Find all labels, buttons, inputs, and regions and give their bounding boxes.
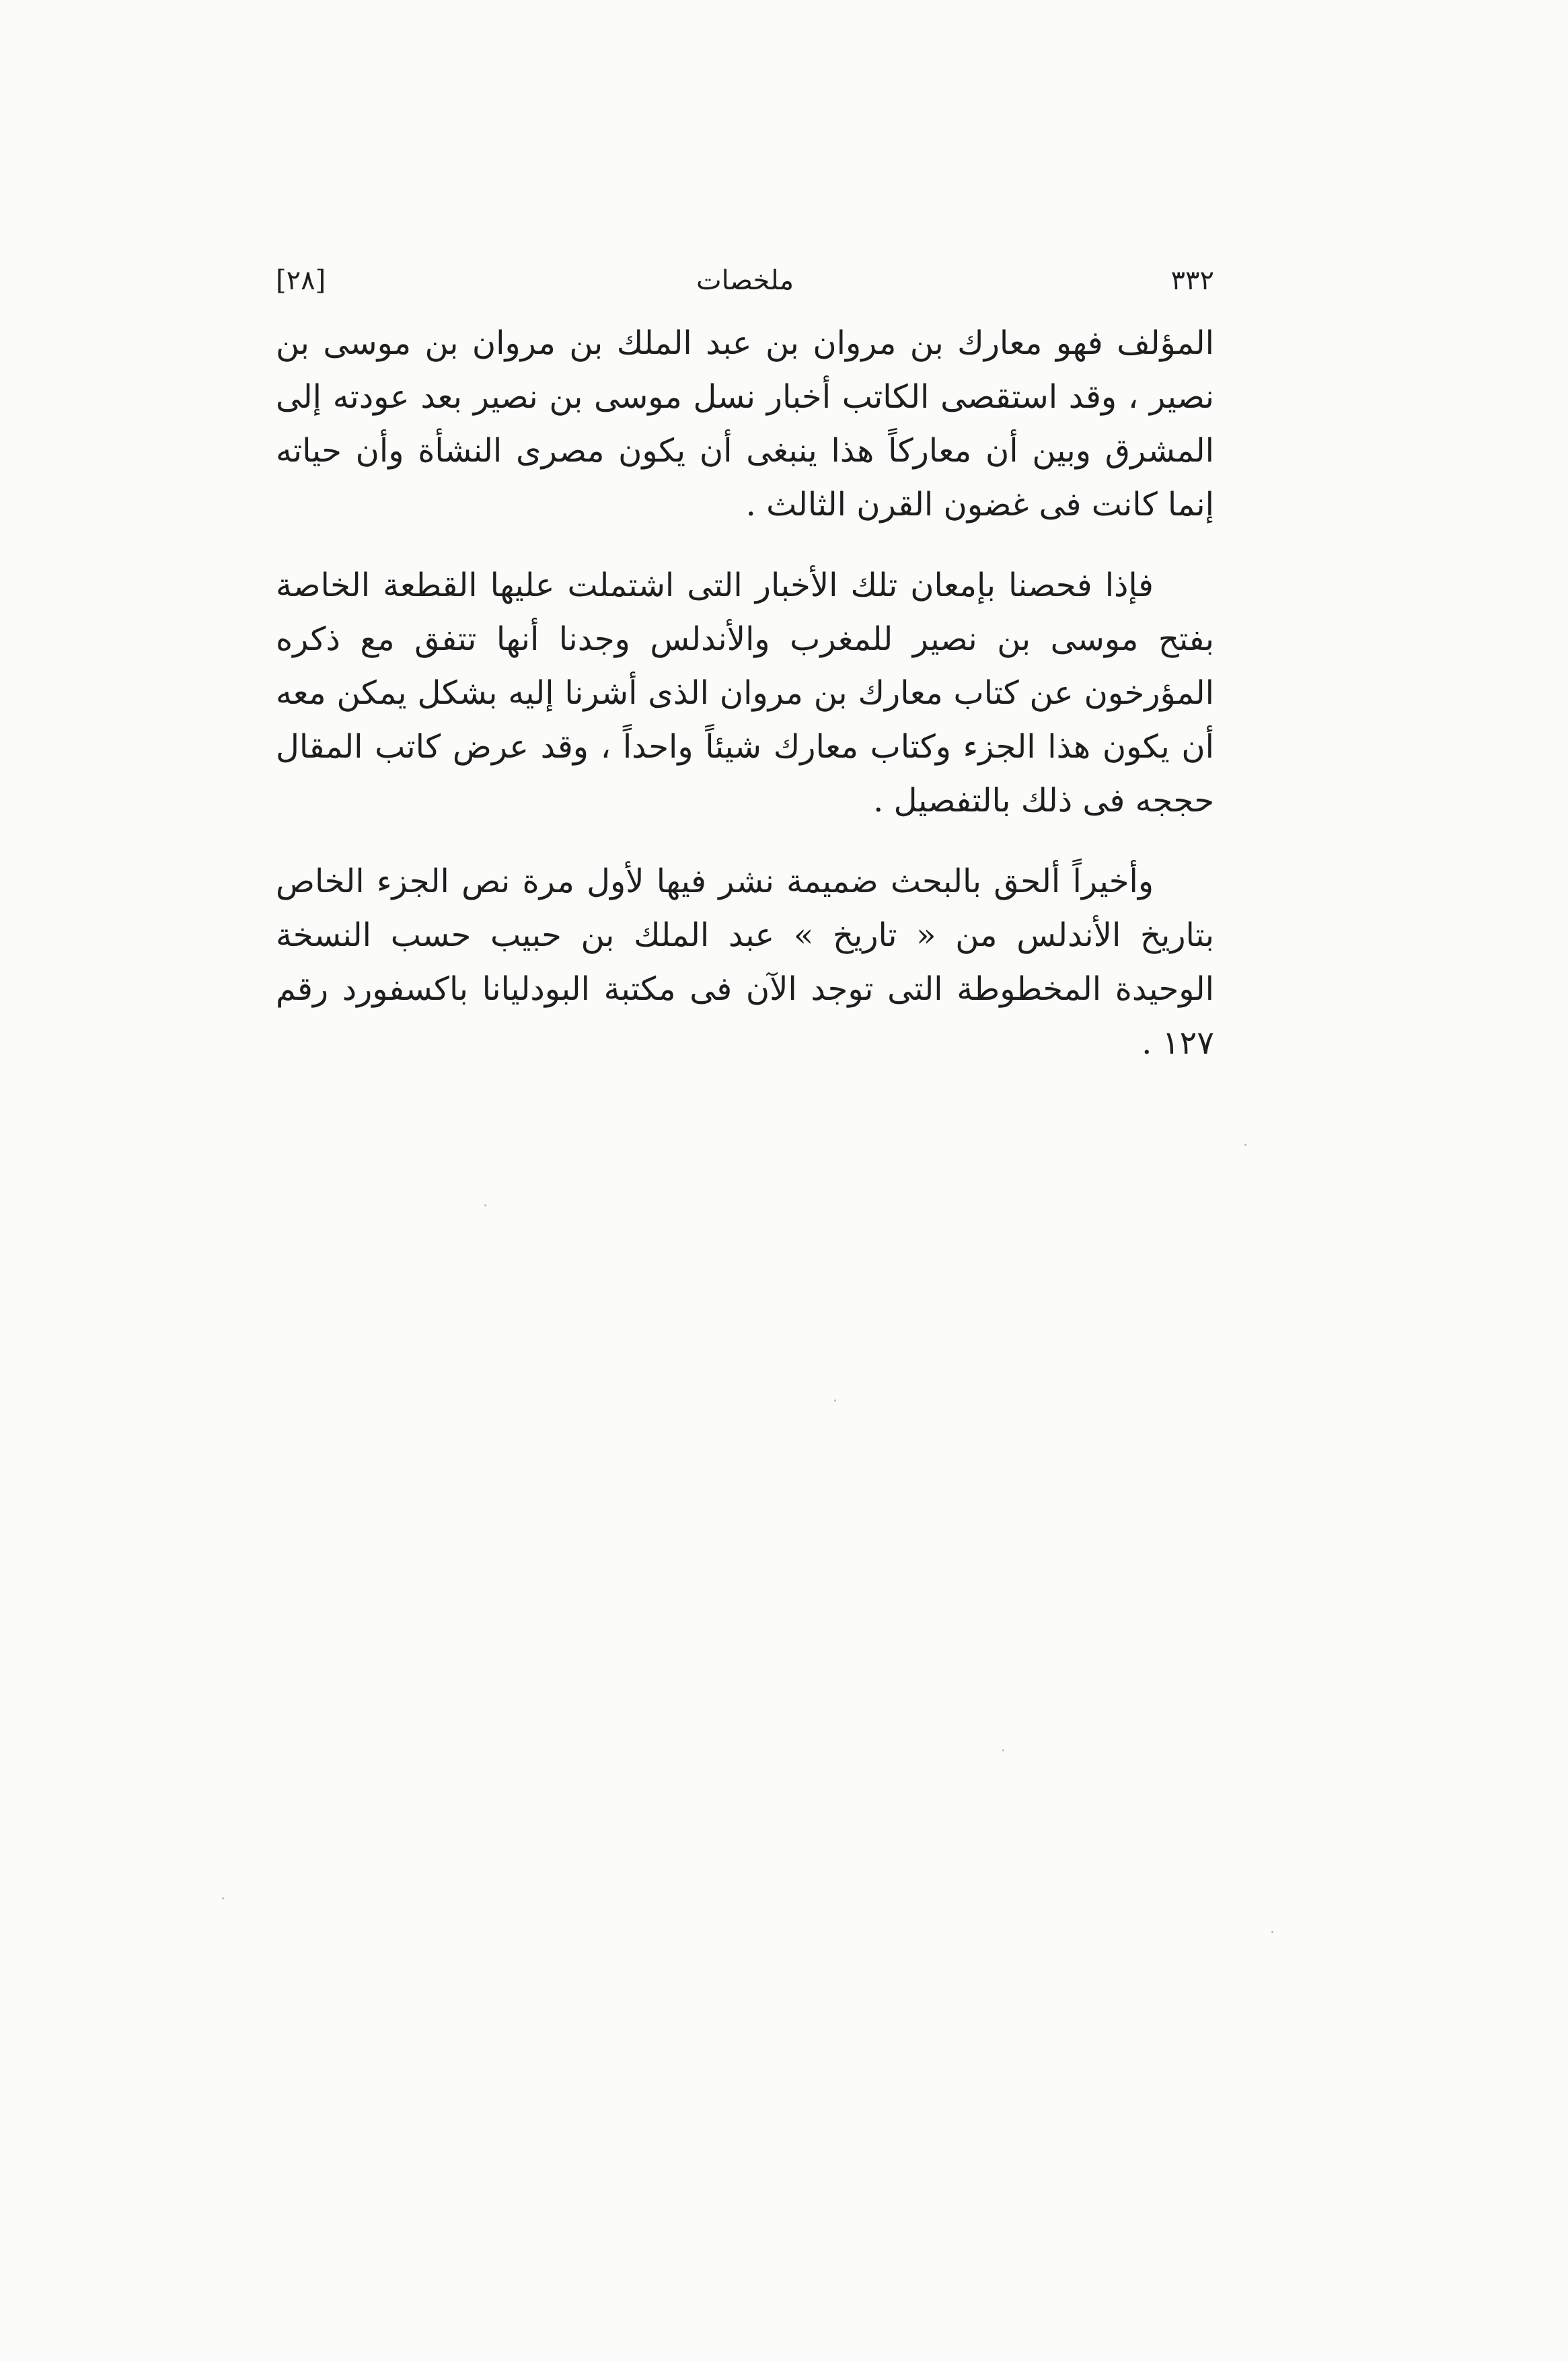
scan-speck	[484, 1204, 486, 1206]
scan-speck	[834, 1400, 836, 1402]
section-reference: [٢٨]	[276, 265, 326, 296]
main-text	[276, 316, 1214, 1097]
running-title: ملخصات	[696, 265, 794, 296]
scan-speck	[1271, 1931, 1273, 1933]
scan-speck	[1002, 1749, 1004, 1751]
page-header	[276, 250, 1214, 311]
scan-speck	[1244, 1144, 1246, 1146]
scan-speck	[222, 1897, 224, 1899]
page-number: ٣٣٢	[1170, 265, 1214, 296]
paragraph-3: وأخيراً ألحق بالبحث ضميمة نشر فيها لأول مرة نص الجزء الخاص بتاريخ الأندلس من « تاريخ » عبد الملك بن حبيب حسب النسخة الوحيدة المخطوطة التى توجد الآن فى مكتبة البودليانا باكسفورد رقم ١٢٧ .	[276, 863, 1214, 1062]
paragraph-1: المؤلف فهو معارك بن مروان بن عبد الملك بن مروان بن موسى بن نصير ، وقد استقصى الكاتب أخبار نسل موسى بن نصير بعد عودته إلى المشرق وبين أن معاركاً هذا ينبغى أن يكون مصرى النشأة وأن حياته إنما كانت فى غضون القرن الثالث .	[276, 324, 1214, 523]
paragraph-2: فإذا فحصنا بإمعان تلك الأخبار التى اشتملت عليها القطعة الخاصة بفتح موسى بن نصير للمغرب والأندلس وجدنا أنها تتفق مع ذكره المؤرخون عن كتاب معارك بن مروان الذى أشرنا إليه بشكل يمكن معه أن يكون هذا الجزء وكتاب معارك شيئاً واحداً ، وقد عرض كاتب المقال حججه فى ذلك بالتفصيل .	[276, 567, 1214, 820]
